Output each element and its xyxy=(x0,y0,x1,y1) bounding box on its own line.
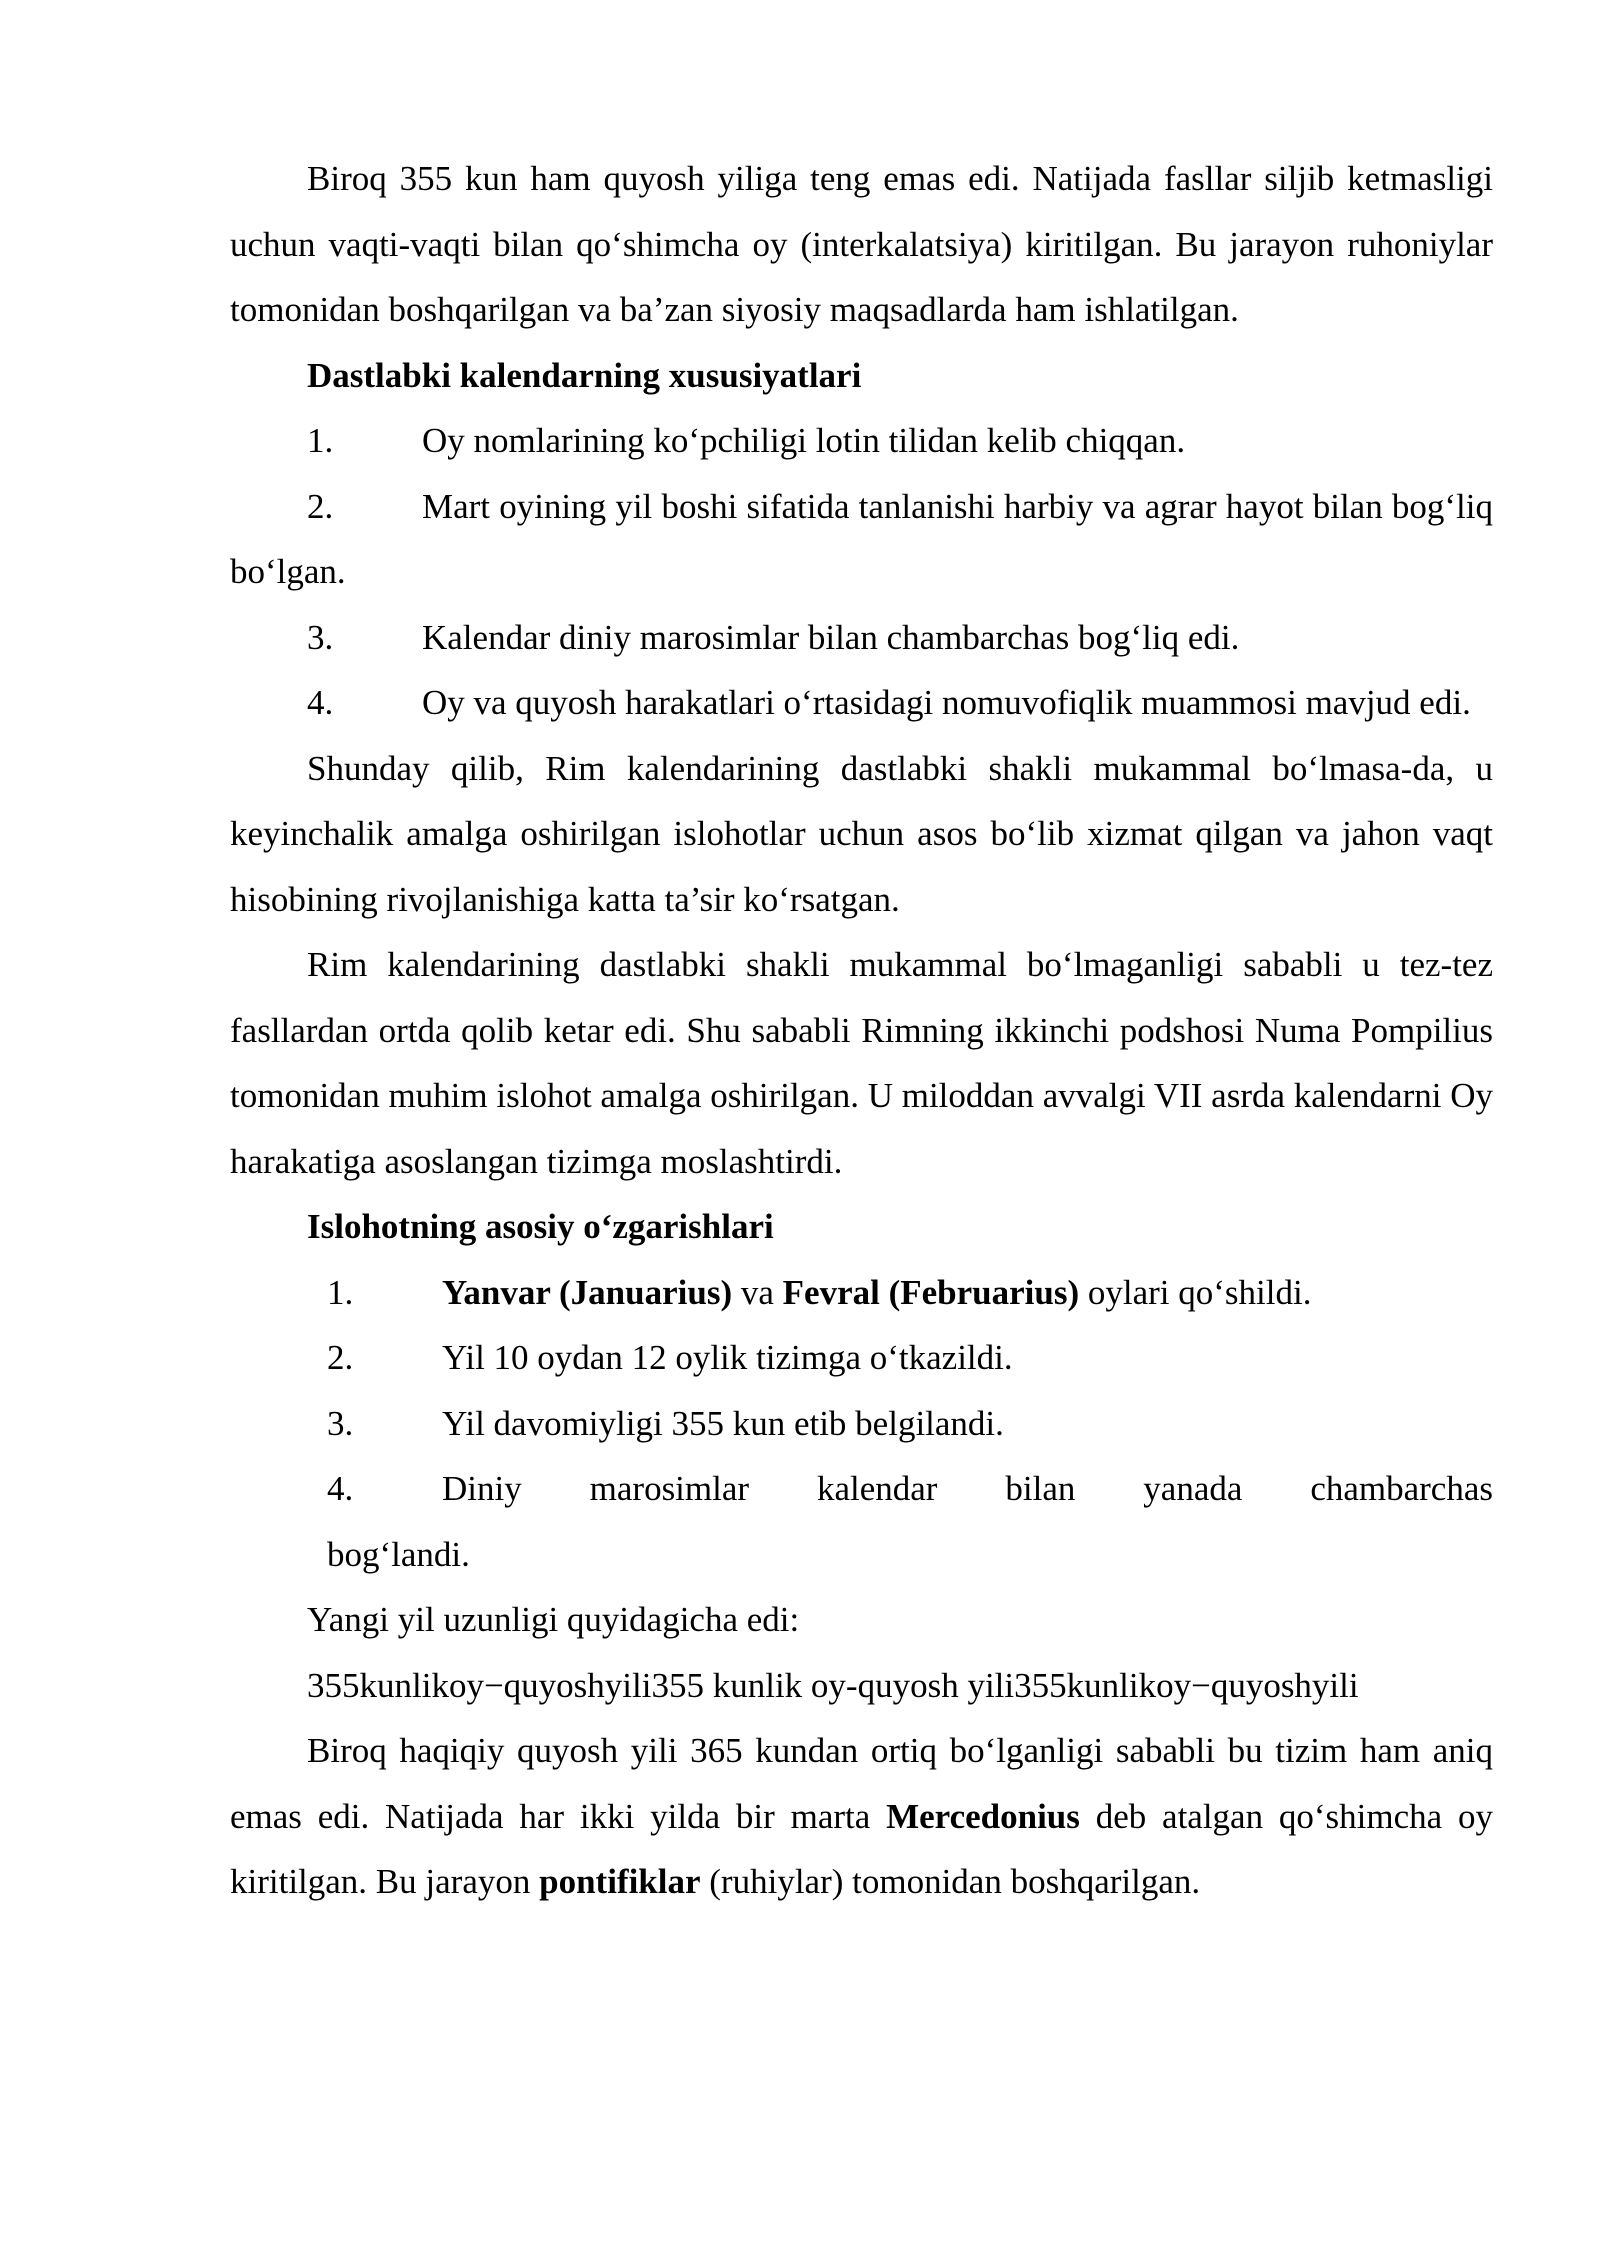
list-item-text: Oy va quyosh harakatlari o‘rtasidagi nomuvofiqlik muammosi mavjud edi. xyxy=(422,683,1471,722)
list-item-text: Kalendar diniy marosimlar bilan chambarchas bog‘liq edi. xyxy=(422,617,1240,657)
list-item-text: oylari qo‘shildi. xyxy=(1079,1272,1312,1312)
list-item-text: Yil 10 oydan 12 oylik tizimga o‘tkazildi. xyxy=(442,1338,1013,1377)
bold-term-pontifiklar: pontifiklar xyxy=(539,1862,701,1901)
paragraph-text: deb atalgan qo‘shimcha oy kiritilgan. Bu jarayon xyxy=(230,1796,1493,1901)
paragraph-year-length: Yangi yil uzunligi quyidagicha edi: xyxy=(307,1600,800,1639)
list-item xyxy=(230,1456,1493,1522)
paragraph-conclusion: Shunday qilib, Rim kalendarining dastlabki shakli mukammal bo‘lmasa-da, u keyinchalik amalga oshirilgan islohotlar uchun asos bo‘lib xizmat qilgan va jahon vaqt hisobining rivojlanishiga katta ta’sir ko‘rsatgan. xyxy=(230,748,1493,919)
list-number: 2. xyxy=(307,486,334,526)
list-number: 3. xyxy=(327,1403,354,1443)
bold-term-january: Yanvar (Januarius) xyxy=(442,1272,733,1312)
heading-reform-changes: Islohotning asosiy o‘zgarishlari xyxy=(307,1207,774,1246)
list-number: 4. xyxy=(327,1469,354,1508)
formula-line: 355kunlikoy−quyoshyili355 kunlik oy-quyosh yili355kunlikoy−quyoshyili xyxy=(307,1665,1359,1705)
list-item-continuation: bog‘landi. xyxy=(327,1534,470,1574)
paragraph-text: Biroq haqiqiy quyosh yili 365 kundan ortiq bo‘lganligi sababli bu tizim ham aniq emas edi. Natijada har ikki yilda bir marta xyxy=(230,1731,1493,1836)
list-item xyxy=(230,1260,1493,1326)
list-item-text: Yil davomiyligi 355 kun etib belgilandi. xyxy=(442,1403,1004,1443)
list-item-text: Diniy marosimlar kalendar bilan yanada chambarchas xyxy=(442,1469,1493,1508)
list-number: 3. xyxy=(307,617,334,657)
list-number: 1. xyxy=(307,421,334,460)
list-number: 4. xyxy=(307,683,334,722)
paragraph-text: (ruhiylar) tomonidan boshqarilgan. xyxy=(700,1862,1201,1901)
list-item-text: va xyxy=(732,1272,783,1312)
paragraph-mercedonius xyxy=(230,1718,1493,1915)
paragraph-intro: Biroq 355 kun ham quyosh yiliga teng emas edi. Natijada fasllar siljib ketmasligi uchun vaqti-vaqti bilan qo‘shimcha oy (interkalatsiya) kiritilgan. Bu jarayon ruhoniylar tomonidan boshqarilgan va ba’zan siyosiy maqsadlarda ham ishlatilgan. xyxy=(230,159,1493,329)
list-item-text: Mart oyining yil boshi sifatida tanlanishi harbiy va agrar hayot bilan bog‘liq bo‘lgan. xyxy=(230,486,1493,591)
list-number: 2. xyxy=(327,1338,354,1377)
bold-term-february: Fevral (Februarius) xyxy=(782,1272,1080,1312)
list-item xyxy=(230,605,1493,671)
list-item xyxy=(230,1325,1493,1391)
paragraph-numa-reform: Rim kalendarining dastlabki shakli mukammal bo‘lmaganligi sababli u tez-tez fasllardan ortda qolib ketar edi. Shu sababli Rimning ikkinchi podshosi Numa Pompilius tomonidan muhim islohot amalga oshirilgan. U miloddan avvalgi VII asrda kalendarni Oy harakatiga asoslangan tizimga moslashtirdi. xyxy=(230,945,1493,1181)
list-item xyxy=(230,474,1493,605)
list-item xyxy=(230,1391,1493,1457)
document-body xyxy=(230,146,1493,1915)
list-item xyxy=(230,408,1493,474)
list-item xyxy=(230,670,1493,736)
list-item-text: Oy nomlarining ko‘pchiligi lotin tilidan kelib chiqqan. xyxy=(422,421,1186,460)
heading-calendar-features: Dastlabki kalendarning xususiyatlari xyxy=(307,355,862,395)
list-number: 1. xyxy=(327,1272,354,1312)
bold-term-mercedonius: Mercedonius xyxy=(886,1796,1080,1836)
